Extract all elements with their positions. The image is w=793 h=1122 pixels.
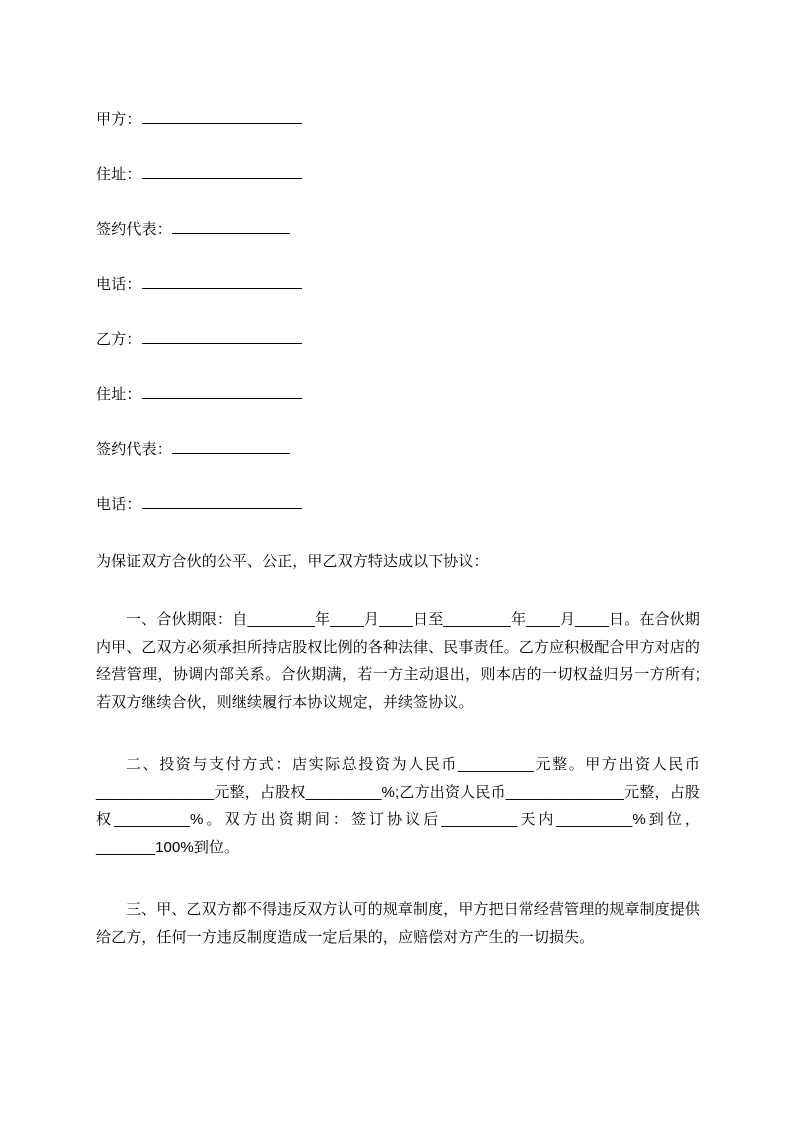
fill-in-blank[interactable] (142, 273, 302, 289)
fill-in-blank[interactable] (172, 218, 290, 234)
intro-paragraph: 为保证双方合伙的公平、公正，甲乙双方特达成以下协议： (96, 553, 489, 570)
fill-in-blank[interactable] (172, 438, 290, 454)
clause-paragraph-1: 一、合伙期限：自________年____月____日至________年____月____日。在合伙期内甲、乙双方必须承担所持店股权比例的各种法律、民事责任。乙方应积极配合甲方对店的经营管理，协调内部关系。合伙期满，若一方主动退出，则本店的一切权益归另一方所有;若双方继续合伙，则继续履行本协议规定，并续签协议。 (96, 610, 701, 711)
field-row-representative-b (96, 438, 700, 457)
field-label: 乙方： (96, 331, 142, 348)
clause-paragraph-3: 三、甲、乙双方都不得违反双方认可的规章制度，甲方把日常经营管理的规章制度提供给乙方，任何一方违反制度造成一定后果的，应赔偿对方产生的一切损失。 (96, 900, 700, 946)
fill-in-blank[interactable] (142, 328, 302, 344)
spacer (96, 592, 700, 606)
fill-in-blank[interactable] (142, 383, 302, 399)
field-label: 住址： (96, 386, 142, 403)
clause-paragraph-2: 二、投资与支付方式：店实际总投资为人民币_________元整。甲方出资人民币______________元整，占股权_________%;乙方出资人民币______________元整，占股权_________%。双方出资期间：签订协议后_________天内_________%到位，_______100%到位。 (96, 755, 700, 856)
document-content (96, 108, 700, 967)
spacer (96, 733, 700, 751)
fill-in-blank[interactable] (142, 108, 302, 124)
field-row-address-b (96, 383, 700, 402)
field-row-address-a (96, 163, 700, 182)
fill-in-blank[interactable] (142, 163, 302, 179)
fill-in-blank[interactable] (142, 493, 302, 509)
field-label: 签约代表： (96, 441, 173, 458)
field-label: 电话： (96, 496, 142, 513)
field-row-party-b (96, 328, 700, 347)
spacer (96, 878, 700, 896)
field-row-phone-a (96, 273, 700, 292)
field-row-party-a (96, 108, 700, 127)
field-row-phone-b (96, 493, 700, 512)
field-label: 住址： (96, 166, 142, 183)
field-label: 签约代表： (96, 221, 173, 238)
field-row-representative-a (96, 218, 700, 237)
field-label: 电话： (96, 276, 142, 293)
field-label: 甲方： (96, 111, 142, 128)
